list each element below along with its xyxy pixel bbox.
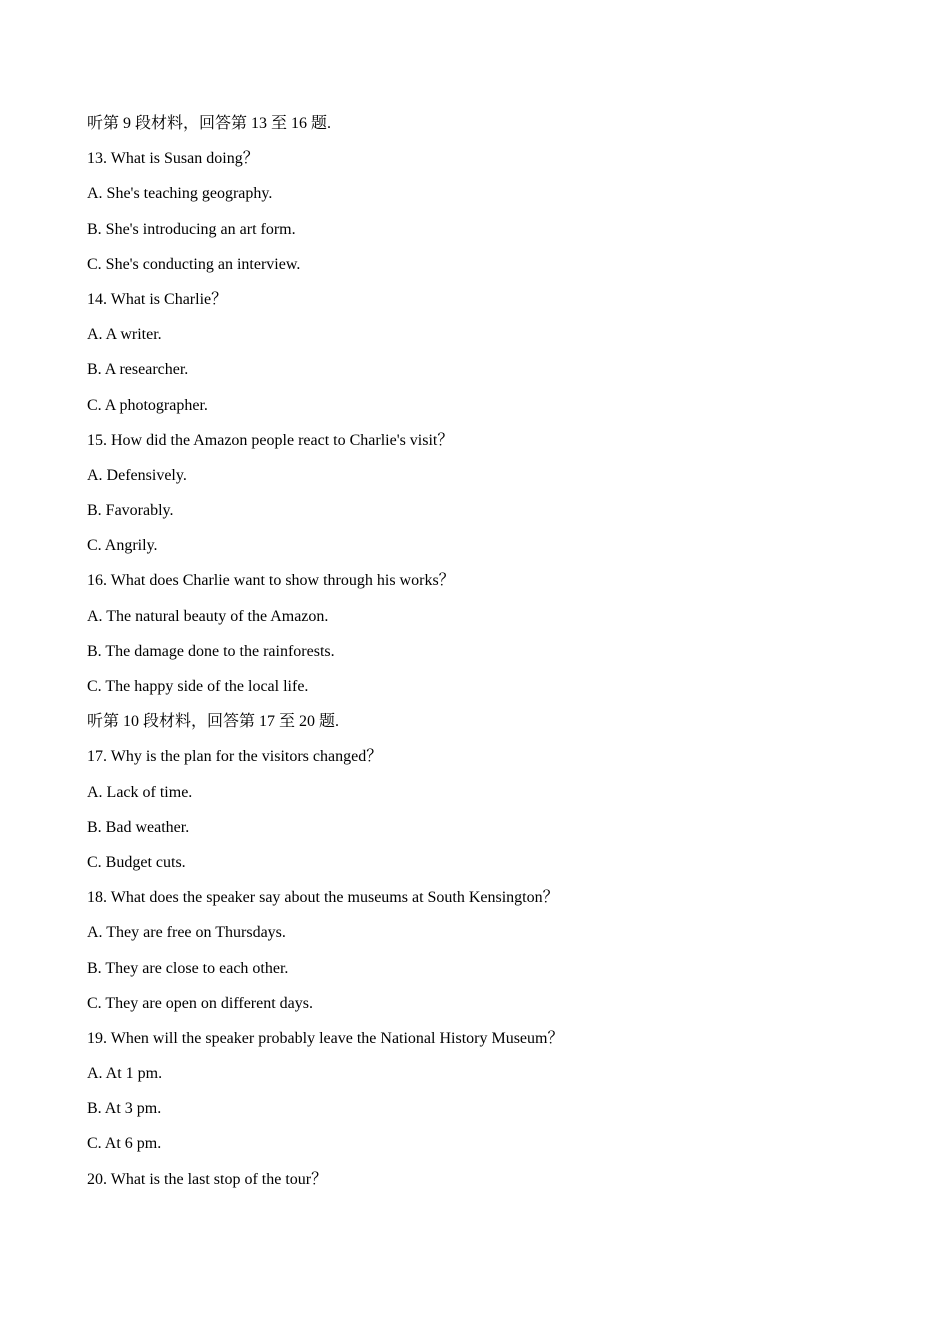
- option-15c: C. Angrily.: [87, 537, 158, 555]
- question-20: 20. What is the last stop of the tour？: [87, 1170, 328, 1188]
- option-17b: B. Bad weather.: [87, 818, 190, 836]
- question-13: 13. What is Susan doing？: [87, 150, 259, 168]
- question-17: 17. Why is the plan for the visitors changed？: [87, 748, 383, 766]
- option-18a: A. They are free on Thursdays.: [87, 924, 286, 942]
- question-18: 18. What does the speaker say about the museums at South Kensington？: [87, 889, 559, 907]
- option-18c: C. They are open on different days.: [87, 994, 314, 1012]
- question-14: 14. What is Charlie？: [87, 290, 228, 308]
- option-16b: B. The damage done to the rainforests.: [87, 642, 335, 660]
- option-14a: A. A writer.: [87, 326, 162, 344]
- option-15b: B. Favorably.: [87, 502, 174, 520]
- option-13a: A. She's teaching geography.: [87, 185, 273, 203]
- option-19a: A. At 1 pm.: [87, 1065, 163, 1083]
- section-instruction: 听第 9 段材料，回答第 13 至 16 题.: [87, 115, 332, 132]
- question-16: 16. What does Charlie want to show through his works？: [87, 572, 455, 590]
- option-14c: C. A photographer.: [87, 396, 208, 414]
- section-instruction: 听第 10 段材料，回答第 17 至 20 题.: [87, 713, 340, 731]
- option-14b: B. A researcher.: [87, 361, 189, 379]
- option-13b: B. She's introducing an art form.: [87, 220, 296, 238]
- option-16c: C. The happy side of the local life.: [87, 678, 309, 695]
- option-17c: C. Budget cuts.: [87, 853, 186, 871]
- option-16a: A. The natural beauty of the Amazon.: [87, 607, 329, 625]
- option-15a: A. Defensively.: [87, 466, 187, 484]
- option-18b: B. They are close to each other.: [87, 959, 289, 977]
- option-13c: C. She's conducting an interview.: [87, 255, 301, 273]
- option-19b: B. At 3 pm.: [87, 1100, 162, 1118]
- option-17a: A. Lack of time.: [87, 783, 193, 801]
- question-15: 15. How did the Amazon people react to Charlie's visit？: [87, 431, 454, 449]
- question-19: 19. When will the speaker probably leave the National History Museum？: [87, 1029, 564, 1047]
- option-19c: C. At 6 pm.: [87, 1135, 162, 1153]
- document-page: [87, 114, 887, 1205]
